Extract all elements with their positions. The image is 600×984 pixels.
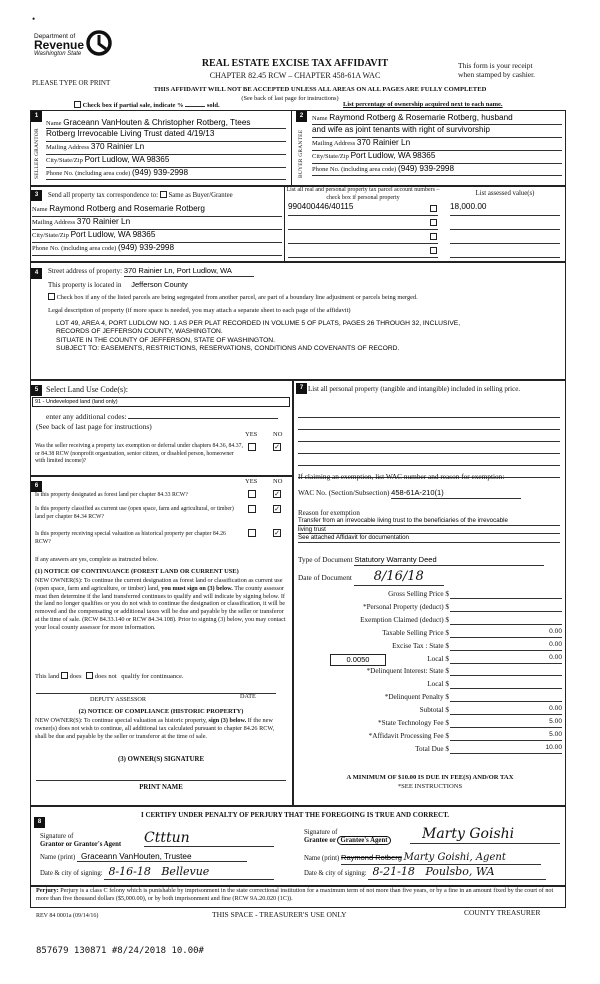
buyer-city[interactable]: Port Ludlow, WA 98365 [350,151,436,160]
reason-line-3[interactable]: See attached Affidavit for documentation [298,534,560,543]
corr-mailing-label: Mailing Address [32,219,76,226]
grantee-name-row [304,852,541,865]
fee-row [298,601,564,614]
claim-exemption-label: If claiming an exemption, list WAC number and reason for exemption: [298,472,505,481]
corr-phone[interactable]: (949) 939-2998 [118,243,175,252]
fee-value[interactable]: 0.00 [450,654,562,664]
section-2-number: 2 [296,111,307,122]
reason-line-1[interactable]: Transfer from an irrevocable living trust to the beneficiaries of the irrevocable [298,517,560,526]
yes-header-5: YES [245,431,258,438]
fee-row [298,665,564,678]
current-use-no-checkbox[interactable]: ✓ [274,505,280,513]
seller-side-label: SELLER GRANTOR [34,128,40,180]
receipt-stamp: 857679 130871 #8/24/2018 10.00# [36,946,204,956]
warning-text: THIS AFFIDAVIT WILL NOT BE ACCEPTED UNLESS ALL AREAS ON ALL PAGES ARE FULLY COMPLETED [153,86,487,93]
fee-label: Total Due $ [415,744,449,753]
personal-property-label: List all personal property (tangible and intangible) included in selling price. [308,385,521,393]
grantor-name-row [40,852,247,862]
buyer-name-line-1[interactable]: Raymond Rotberg & Rosemarie Rotberg, husband [329,113,513,122]
corr-name-label: Name [32,206,48,213]
county-value[interactable]: Jefferson County [131,280,188,289]
reason-label: Reason for exemption [298,509,360,517]
grantee-sig-label-1: Signature of [304,829,338,836]
this-land-label: This land [35,673,60,680]
does-not-label: does not [94,673,117,680]
fee-value[interactable] [450,615,562,625]
parcel-column-divider [284,186,285,262]
rev-code: REV 84 0001a (09/14/16) [36,913,99,919]
grantor-name-label: Name (print) [40,854,76,861]
corr-mailing[interactable]: 370 Rainier Ln [76,217,131,226]
doc-date[interactable]: 8/16/18 [354,570,444,586]
deputy-date-label: DATE [240,693,256,700]
grantor-date-row [40,866,274,880]
corr-phone-label: Phone No. (including area code) [32,245,117,252]
county-label: This property is located in [48,281,122,289]
does-label: does [69,673,82,680]
parcel-lines [288,202,438,258]
perjury-label: Perjury: [36,887,59,894]
no-header-6: NO [273,478,283,485]
fee-label: Gross Selling Price $ [388,590,449,598]
corr-name[interactable]: Raymond Rotberg and Rosemarie Rotberg [49,204,205,213]
buyer-mailing-label: Mailing Address [312,140,356,147]
continuance-title: (1) NOTICE OF CONTINUANCE (FOREST LAND OR CURRENT USE) [35,568,239,575]
fee-row [298,743,564,756]
fee-label: Excise Tax : State $ [392,641,449,650]
this-land-row [35,672,184,680]
revenue-logo-icon [86,30,112,56]
continuance-text [35,577,287,632]
grantee-date-city[interactable]: 8-21-18 Poulsbo, WA [368,866,546,880]
wac-label: WAC No. (Section/Subsection) [298,488,390,497]
compliance-text-2: If the new owner(s) does not wish to continue, all additional tax calculated pursuant to chapter 84.26 RCW, shall be due and payable by the seller or transferor at the time of sale. [35,717,275,740]
county-treasurer: COUNTY TREASURER [464,908,541,917]
buyer-mailing[interactable]: 370 Rainier Ln [356,138,411,147]
legal-line-2: RECORDS OF JEFFERSON COUNTY, WASHINGTON. [56,328,223,336]
doc-type[interactable]: Statutory Warranty Deed [354,556,544,566]
compliance-title: (2) NOTICE OF COMPLIANCE (HISTORIC PROPERTY) [78,708,244,715]
street-label: Street address of property: [48,267,123,275]
reason-text [298,517,560,543]
section-5-number: 5 [31,385,42,396]
fee-value[interactable]: 5.00 [450,731,562,741]
doc-type-label: Type of Document [298,555,353,564]
continuance-text-2: The county assessor must then determine if the land transferred continues to qualify and will indicate by signing below. If the land no longer qualifies or you do not wish to continue the designation or classification, it will be removed and the compensating or additional taxes will be due and payable by the seller or transferor at the time of sale. (RCW 84.33.140 or RCW 84.34.108). Prior to signing (3) below, you may contact your local county assessor for more information. [35,584,286,631]
agency-main: Revenue [34,38,85,53]
seller-name-line-2[interactable]: Rotberg Irrevocable Living Trust dated 4/19/13 [46,129,215,138]
fee-value[interactable] [450,692,562,702]
partial-sale [74,101,220,109]
compliance-bold: sign (3) below. [208,717,247,724]
fee-label: *Delinquent Penalty $ [384,693,449,702]
fee-value[interactable] [450,666,562,676]
no-header-5: NO [273,431,283,438]
grantee-name-struck: Raymond Rotberg [341,853,402,862]
reason-line-2[interactable]: living trust [298,526,560,535]
doc-date-row [298,570,444,586]
section-3-number: 3 [31,190,42,201]
section-1-number: 1 [31,111,42,122]
segregate-row [48,293,558,301]
receipt-note-1: This form is your receipt [458,61,533,70]
grantor-signature[interactable]: Ctttun [144,830,274,847]
form-title: REAL ESTATE EXCISE TAX AFFIDAVIT [201,58,389,69]
legal-description [56,320,561,354]
fee-row [298,691,564,704]
same-as-buyer-checkbox[interactable] [160,191,167,198]
fee-row [298,678,564,691]
seller-name-label: Name [46,120,62,127]
fee-row [298,717,564,730]
fee-label: *Affidavit Processing Fee $ [368,731,449,740]
section-7-number: 7 [296,383,307,394]
personal-property-lines [298,406,560,478]
print-name-line [36,780,286,781]
fee-value[interactable]: 0.00 [450,641,562,651]
land-use-see-back: (See back of last page for instructions) [36,422,152,431]
agency-state: Washington State [34,51,82,58]
local-rate-box[interactable]: 0.0050 [330,654,386,666]
does-not-checkbox[interactable] [86,672,93,679]
county-row [48,281,348,290]
buyer-phone-label: Phone No. (including area code) [312,166,397,173]
partial-sale-label: Check box if partial sale, indicate % [82,102,184,109]
continuance-text-1: NEW OWNER(S): To continue the current designation as forest land or classification as current use (open space, farm and agriculture, or timber) land, [35,577,283,592]
fee-row [298,627,564,640]
compliance-text-1: NEW OWNER(S): To continue special valuation as historic property, [35,717,207,724]
print-name-label: PRINT NAME [139,784,183,791]
historic-yes-checkbox[interactable] [248,529,256,537]
buyer-city-label: City/State/Zip [312,153,349,160]
seller-mailing-label: Mailing Address [46,144,90,151]
send-label: Send all property tax correspondence to: [48,192,159,199]
additional-codes-label: enter any additional codes: [46,412,127,421]
fee-value[interactable]: 5.00 [450,718,562,728]
parcel-checkboxes [430,205,437,254]
treasurer-space: THIS SPACE - TREASURER'S USE ONLY [212,910,347,919]
seller-city[interactable]: Port Ludlow, WA 98365 [84,155,170,164]
legal-label: Legal description of property (if more space is needed, you may attach a separate sheet to each page of the affidavit) [48,307,351,314]
exemption-question: Was the seller receiving a property tax exemption or deferral under chapters 84.36, 84.37, or 84.38 RCW (nonprofit organization, senior citizen, or disabled person, homeowner with limited income)? [35,443,243,465]
corr-city-label: City/State/Zip [32,232,69,239]
select-land-use-label: Select Land Use Code(s): [46,385,128,394]
deputy-assessor-label: DEPUTY ASSESSOR [90,696,146,703]
perjury-text [36,887,564,903]
seller-city-label: City/State/Zip [46,157,83,164]
wac-row [298,489,521,499]
exemption-no-checkbox[interactable]: ✓ [274,443,280,451]
historic-question: Is this property receiving special valuation as historical property per chapter 84.26 RCW? [35,531,226,545]
current-use-yes-checkbox[interactable] [248,505,256,513]
continuance-bold: you must sign on (3) below. [161,584,233,592]
additional-codes [46,411,278,422]
grantor-sig-label [40,833,121,849]
legal-line-3: SITUATE IN THE COUNTY OF JEFFERSON, STATE OF WASHINGTON. [56,336,275,344]
yes-header-6: YES [245,478,258,485]
segregate-label: Check box if any of the listed parcels are being segregated from another parcel, are part of a boundary line adjustment or parcels being merged. [56,294,418,301]
buyer-side-label: BUYER GRANTEE [298,129,304,179]
corr-city[interactable]: Port Ludlow, WA 98365 [70,230,156,239]
agency-top: Department of [34,33,76,40]
fee-label: Exemption Claimed (deduct) $ [360,615,449,624]
minimum-note: A MINIMUM OF $10.00 IS DUE IN FEE(S) AND/OR TAX [346,774,514,781]
fee-label: *Personal Property (deduct) $ [362,602,449,611]
perjury-body: Perjury is a class C felony which is punishable by imprisonment in the state correctional institution for a maximum term of not more than five years, or by a fine in an amount fixed by the court of not more than five thousand dollars ($5,000.00), or by both imprisonment and fine (RCW 9A.20.020 (1C)). [36,887,554,902]
fee-row [298,640,564,653]
grantor-sig-label-1: Signature of [40,833,74,840]
seller-mailing[interactable]: 370 Rainier Ln [90,142,145,151]
partial-sale-checkbox[interactable] [74,101,81,108]
current-use-question: Is this property classified as current use (open space, farm and agricultural, or timber) land per chapter 84.34 RCW? [35,506,234,520]
fee-label: *State Technology Fee $ [377,719,449,727]
assessed-lines [450,202,560,258]
legal-line-1: LOT 49, AREA 4, PORT LUDLOW NO. 1 AS PER PLAT RECORDED IN VOLUME 5 OF PLATS, PAGES 26 THROUGH 32, INCLUSIVE, [56,320,461,327]
personal-property-checkbox-2[interactable] [430,219,437,226]
fee-label: Local $ [427,654,449,663]
buyer-name-line-2[interactable]: and wife as joint tenants with right of survivorship [312,125,490,134]
assessed-header: List assessed value(s) [475,190,535,197]
legal-line-4: SUBJECT TO: EASEMENTS, RESTRICTIONS, RESERVATIONS, CONDITIONS AND COVENANTS OF RECORD. [56,345,400,353]
fee-label: Local $ [427,680,449,689]
see-back-note: (See back of last page for instructions) [241,95,339,102]
see-instructions: *SEE INSTRUCTIONS [397,783,463,790]
doc-type-row [298,556,544,566]
personal-property-checkbox-3[interactable] [430,233,437,240]
fee-value[interactable] [450,679,562,689]
parcel-number[interactable]: 990400446/40115 [288,202,354,211]
street-row [48,267,288,277]
buyer-phone[interactable]: (949) 939-2998 [398,164,455,173]
grantor-sig-label-2: Grantor or Grantor's Agent [40,841,122,848]
compliance-text [35,717,287,740]
sold-label: sold. [206,102,220,109]
wac-number[interactable]: 458-61A-210(1) [391,489,521,499]
exemption-yes-checkbox[interactable] [248,443,256,451]
fee-value[interactable]: 10.00 [450,744,562,754]
grantor-name[interactable]: Graceann VanHouten, Trustee [77,852,247,862]
same-as-buyer-label: Same as Buyer/Grantee [168,192,233,199]
grantee-agent-circled: Grantee's Agent [337,836,390,845]
certify-text: I CERTIFY UNDER PENALTY OF PERJURY THAT THE FOREGOING IS TRUE AND CORRECT. [140,811,449,819]
corner-mark: • [32,14,36,24]
fee-value[interactable]: 0.00 [450,705,562,715]
if-yes-note: If any answers are yes, complete as instructed below. [35,557,158,563]
grantee-name[interactable]: Marty Goishi, Agent [403,852,506,863]
send-correspondence [48,191,233,200]
additional-codes-input[interactable] [128,411,278,419]
grantee-date-label: Date & city of signing: [304,870,367,877]
fee-value[interactable] [450,589,562,599]
fee-row [298,730,564,743]
fee-label: Subtotal $ [419,706,449,715]
grantor-date-city[interactable]: 8-16-18 Bellevue [104,866,274,880]
land-use-select[interactable]: 91 - Undeveloped land (land only) [32,397,290,407]
buyer-name-label: Name [312,115,328,122]
historic-no-checkbox[interactable]: ✓ [274,529,280,537]
segregate-checkbox[interactable] [48,293,55,300]
parcel-header: List all real and personal property tax parcel account numbers – check box if personal property [286,187,440,201]
owner-signature-label: (3) OWNER(S) SIGNATURE [118,756,204,763]
grantee-sig-label-2: Grantee or [304,837,336,844]
grantee-date-row [304,866,546,880]
ownership-note: List percentage of ownership acquired next to each name. [343,101,503,108]
seller-phone[interactable]: (949) 939-2998 [132,168,189,177]
section-divider-vertical [291,110,292,186]
does-checkbox[interactable] [61,672,68,679]
fee-row [298,588,564,601]
forest-yes-checkbox[interactable] [248,490,256,498]
forest-question: Is this property designated as forest land per chapter 84.33 RCW? [35,492,188,498]
seller-phone-label: Phone No. (including area code) [46,170,131,177]
street-address[interactable]: 370 Rainier Ln, Port Ludlow, WA [124,267,254,277]
seller-name-line-1[interactable]: Graceann VanHouten & Christopher Rotberg, Ttees [63,118,251,127]
grantor-date-label: Date & city of signing: [40,870,103,877]
forest-no-checkbox[interactable]: ✓ [274,490,280,498]
qualify-label: qualify for continuance. [121,673,184,680]
grantee-name-label: Name (print) [304,855,340,862]
fee-row [298,704,564,717]
fee-label: Taxable Selling Price $ [382,628,449,637]
grantee-sig-label [304,829,391,845]
please-type: PLEASE TYPE OR PRINT [32,79,111,87]
fee-value[interactable] [450,602,562,612]
section-6-number: 6 [31,481,42,492]
assessed-value[interactable]: 18,000.00 [450,202,487,211]
doc-date-label: Date of Document [298,573,352,582]
grantee-signature[interactable]: Marty Goishi [410,826,560,844]
fee-value[interactable]: 0.00 [450,628,562,638]
receipt-note-2: when stamped by cashier. [458,70,536,79]
section-8-number: 8 [34,817,45,828]
form-chapter: CHAPTER 82.45 RCW – CHAPTER 458-61A WAC [209,71,381,80]
fee-row [298,614,564,627]
personal-property-checkbox-4[interactable] [430,247,437,254]
personal-property-checkbox-1[interactable] [430,205,437,212]
section-4-number: 4 [31,268,42,279]
fee-label: *Delinquent Interest: State $ [366,667,449,676]
